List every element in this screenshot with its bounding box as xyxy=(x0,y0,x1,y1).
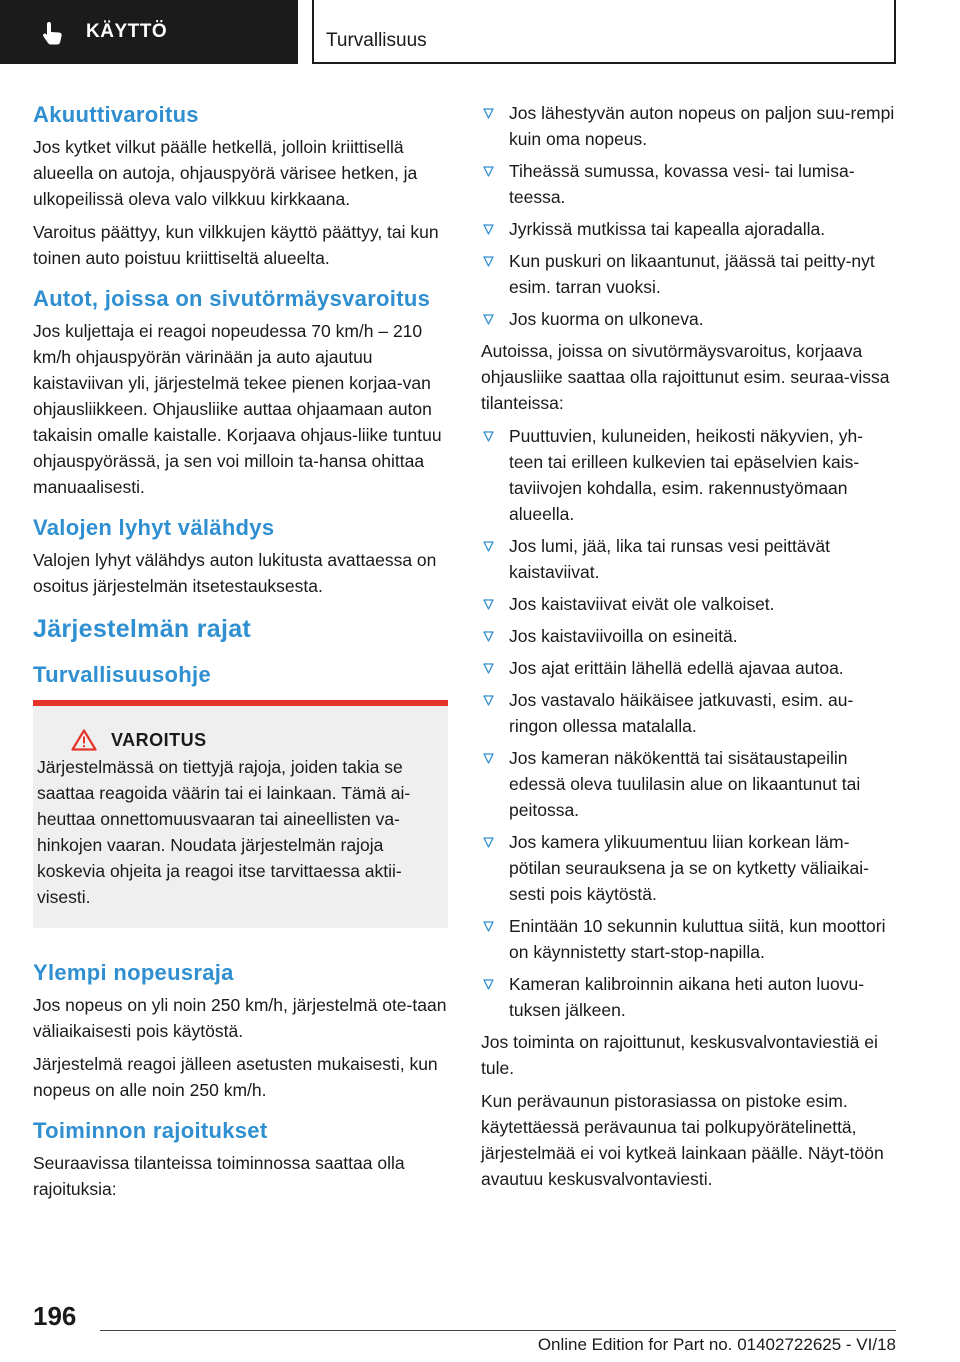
triangle-bullet-icon xyxy=(483,256,494,267)
heading-sivutormaysvaroitus: Autot, joissa on sivutörmäysvaroitus xyxy=(33,286,431,311)
section-toiminnon-rajoitukset xyxy=(33,1116,448,1202)
page-number: 196 xyxy=(33,1301,77,1331)
heading-turvallisuusohje: Turvallisuusohje xyxy=(33,662,211,687)
left-column xyxy=(33,100,448,1215)
triangle-bullet-icon xyxy=(483,753,494,764)
section-valojen-valahdys xyxy=(33,513,448,599)
limitations-list xyxy=(481,100,897,332)
section-akuuttivaroitus xyxy=(33,100,448,271)
paragraph: Valojen lyhyt välähdys auton lukitusta avattaessa on osoitus järjestelmän itsetestauksesta. xyxy=(33,550,437,596)
list-item: Tiheässä sumussa, kovassa vesi- tai lumisa-teessa. xyxy=(481,158,897,210)
right-column xyxy=(481,100,897,1199)
paragraph: Autoissa, joissa on sivutörmäysvaroitus, korjaava ohjausliike saattaa olla rajoittunut esim. seuraa-vissa tilanteissa: xyxy=(481,341,890,413)
triangle-bullet-icon xyxy=(483,599,494,610)
section-label: KÄYTTÖ xyxy=(86,21,168,42)
heading-toiminnon-rajoitukset: Toiminnon rajoitukset xyxy=(33,1118,268,1143)
list-item: Jos kuorma on ulkoneva. xyxy=(481,306,897,332)
heading-jarjestelman-rajat: Järjestelmän rajat xyxy=(33,615,252,643)
list-item: Jos lähestyvän auton nopeus on paljon suu-rempi kuin oma nopeus. xyxy=(481,100,897,152)
heading-valojen-valahdys: Valojen lyhyt välähdys xyxy=(33,515,275,540)
triangle-bullet-icon xyxy=(483,166,494,177)
triangle-bullet-icon xyxy=(483,921,494,932)
triangle-bullet-icon xyxy=(483,541,494,552)
triangle-bullet-icon xyxy=(483,837,494,848)
paragraph: Kun perävaunun pistorasiassa on pistoke esim. käytettäessä perävaunua tai polkupyörätelinettä, järjestelmää ei voi kytkeä lainkaan päälle. Näyt-töön avautuu keskusvalvontaviesti. xyxy=(481,1091,884,1189)
triangle-bullet-icon xyxy=(483,224,494,235)
triangle-bullet-icon xyxy=(483,695,494,706)
paragraph: Seuraavissa tilanteissa toiminnossa saattaa olla rajoituksia: xyxy=(33,1153,405,1199)
list-item: Kameran kalibroinnin aikana heti auton luovu-tuksen jälkeen. xyxy=(481,971,897,1023)
list-item: Kun puskuri on likaantunut, jäässä tai peitty-nyt esim. tarran vuoksi. xyxy=(481,248,897,300)
list-item: Jos lumi, jää, lika tai runsas vesi peittävät kaistaviivat. xyxy=(481,533,897,585)
heading-akuuttivaroitus: Akuuttivaroitus xyxy=(33,102,199,127)
paragraph: Jos kuljettaja ei reagoi nopeudessa 70 km/h – 210 km/h ohjauspyörän värinään ja auto ajautuu kaistaviivan yli, järjestelmä tekee pienen korjaa-van ohjausliikkeen. Ohjausliike auttaa ohjaamaan auton takaisin omalle kaistalle. Korjaava ohjaus-liike tuntuu ohjauspyörässä, ja sen voi milloin ta-hansa ohittaa manuaalisesti. xyxy=(33,321,442,497)
paragraph: Jos nopeus on yli noin 250 km/h, järjestelmä ote-taan väliaikaisesti pois käytöstä. xyxy=(33,995,447,1041)
triangle-bullet-icon xyxy=(483,979,494,990)
footer-rule xyxy=(100,1330,896,1331)
triangle-bullet-icon xyxy=(483,108,494,119)
triangle-bullet-icon xyxy=(483,663,494,674)
list-item: Jos kameran näkökenttä tai sisätaustapeilin edessä oleva tuulilasin alue on likaantunut tai peitossa. xyxy=(481,745,897,823)
warning-triangle-icon xyxy=(71,729,97,751)
paragraph: Järjestelmä reagoi jälleen asetusten mukaisesti, kun nopeus on alle noin 250 km/h. xyxy=(33,1054,438,1100)
warning-title: VAROITUS xyxy=(111,730,207,750)
list-item: Jos kamera ylikuumentuu liian korkean läm-pötilan seurauksena ja se on kytketty väliaikai-sesti pois käytöstä. xyxy=(481,829,897,907)
paragraph: Varoitus päättyy, kun vilkkujen käyttö päättyy, tai kun toinen auto poistuu kriittiseltä alueelta. xyxy=(33,222,439,268)
triangle-bullet-icon xyxy=(483,314,494,325)
chapter-title: Turvallisuus xyxy=(326,30,427,51)
list-item: Jos kaistaviivat eivät ole valkoiset. xyxy=(481,591,897,617)
lane-limitations-list xyxy=(481,423,897,1023)
paragraph: Jos toiminta on rajoittunut, keskusvalvontaviestiä ei tule. xyxy=(481,1032,878,1078)
list-item: Jos ajat erittäin lähellä edellä ajavaa autoa. xyxy=(481,655,897,681)
edition-footer: Online Edition for Part no. 01402722625 - VI/18 xyxy=(537,1335,896,1354)
heading-ylempi-nopeusraja: Ylempi nopeusraja xyxy=(33,960,234,985)
list-item: Puuttuvien, kuluneiden, heikosti näkyvien, yh-teen tai erilleen kulkevien tai epäselvien kais-taviivojen kohdalla, esim. rakennustyömaan alueella. xyxy=(481,423,897,527)
list-item: Enintään 10 sekunnin kuluttua siitä, kun moottori on käynnistetty start-stop-napilla. xyxy=(481,913,897,965)
warning-header xyxy=(37,728,436,752)
hand-pointer-icon xyxy=(40,20,66,46)
list-item: Jyrkissä mutkissa tai kapealla ajoradalla. xyxy=(481,216,897,242)
list-item: Jos vastavalo häikäisee jatkuvasti, esim. au-ringon ollessa matalalla. xyxy=(481,687,897,739)
warning-body: Järjestelmässä on tiettyjä rajoja, joiden takia se saattaa reagoida väärin tai ei lainkaan. Tämä ai-heuttaa onnettomuusvaaran tai aineellisten va-hinkojen vaaran. Noudata järjestelmän rajoja koskevia ohjeita ja reagoi itse tarvittaessa aktii-visesti. xyxy=(37,757,411,907)
section-ylempi-nopeusraja xyxy=(33,958,448,1103)
triangle-bullet-icon xyxy=(483,431,494,442)
section-sivutormays xyxy=(33,284,448,500)
triangle-bullet-icon xyxy=(483,631,494,642)
paragraph: Jos kytket vilkut päälle hetkellä, jolloin kriittisellä alueella on autoja, ohjauspyörä värisee hetken, ja ulkopeilissä oleva valo vilkkuu kirkkaana. xyxy=(33,137,418,209)
warning-box xyxy=(33,700,448,928)
list-item: Jos kaistaviivoilla on esineitä. xyxy=(481,623,897,649)
